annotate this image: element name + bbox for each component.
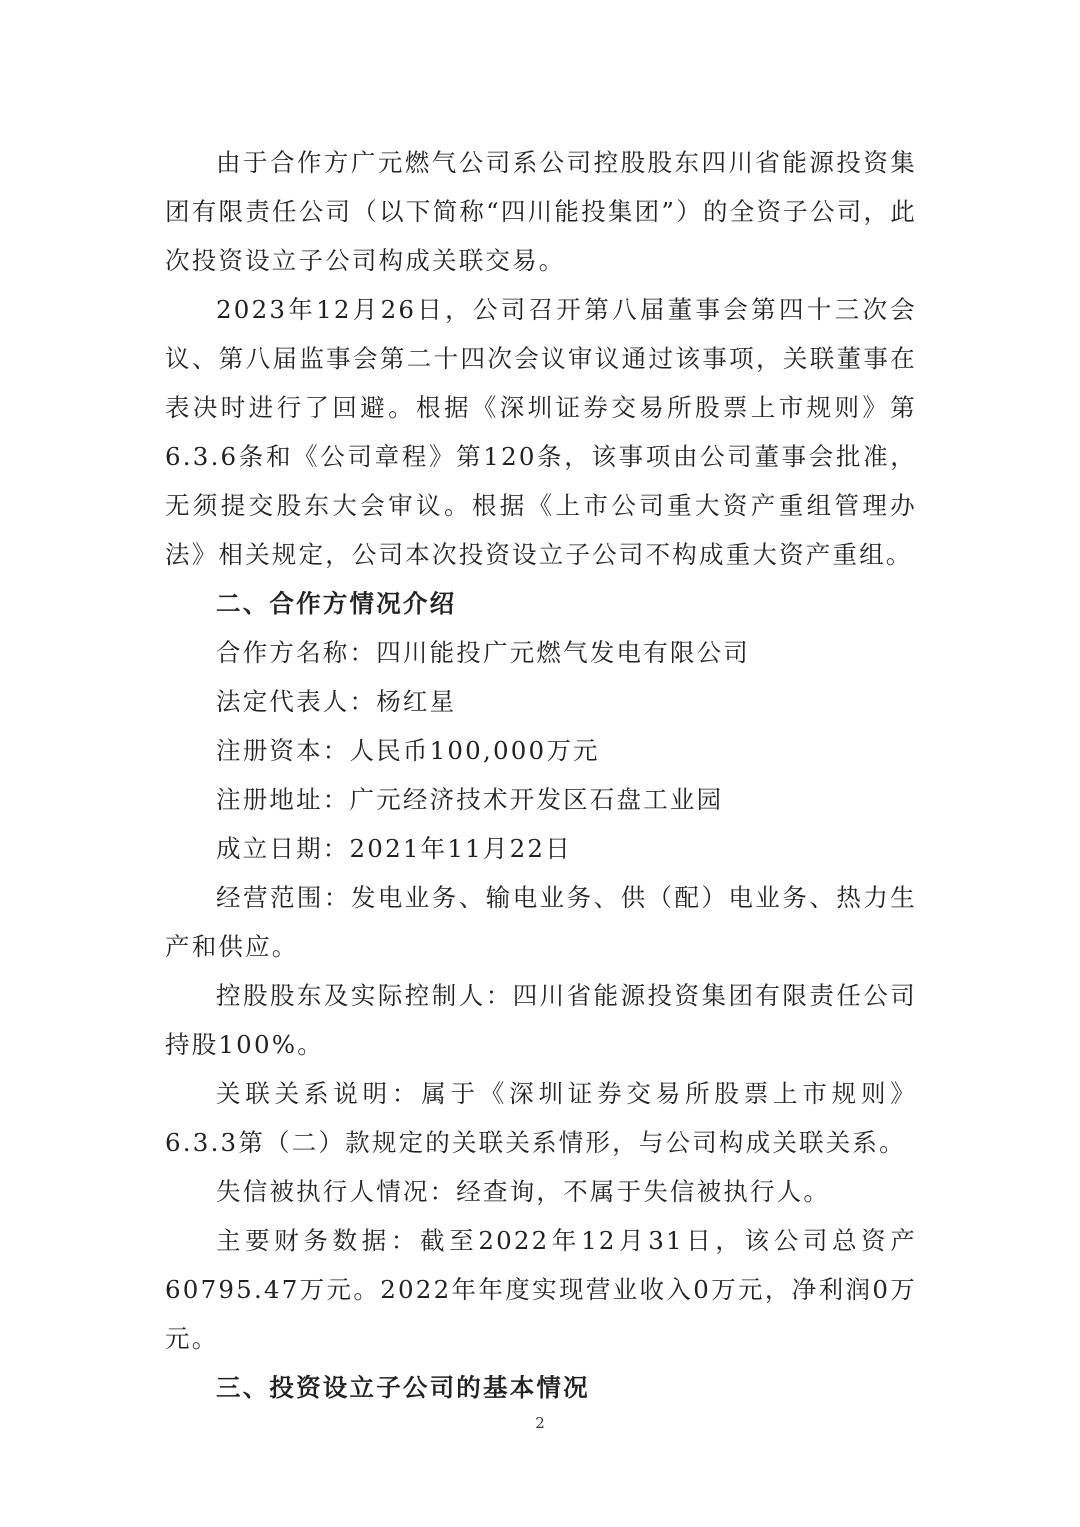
partner-founded-date: 成立日期：2021年11月22日 bbox=[216, 834, 572, 863]
section-heading-subsidiary-info: 三、投资设立子公司的基本情况 bbox=[216, 1373, 590, 1402]
document-body bbox=[165, 138, 917, 1412]
paragraph-related-transaction: 由于合作方广元燃气公司系公司控股股东四川省能源投资集团有限责任公司（以下简称“四川能投集团”）的全资子公司，此次投资设立子公司构成关联交易。 bbox=[165, 148, 917, 275]
partner-relation-description: 关联关系说明：属于《深圳证券交易所股票上市规则》6.3.3第（二）款规定的关联关系情形，与公司构成关联关系。 bbox=[165, 1079, 917, 1157]
page-number: 2 bbox=[535, 1414, 545, 1432]
partner-name: 合作方名称：四川能投广元燃气发电有限公司 bbox=[216, 638, 750, 667]
partner-business-scope: 经营范围：发电业务、输电业务、供（配）电业务、热力生产和供应。 bbox=[165, 883, 917, 961]
partner-legal-representative: 法定代表人：杨红星 bbox=[216, 687, 457, 716]
partner-credit-status: 失信被执行人情况：经查询，不属于失信被执行人。 bbox=[216, 1177, 831, 1206]
partner-controller: 控股股东及实际控制人：四川省能源投资集团有限责任公司持股100%。 bbox=[165, 981, 917, 1059]
partner-registered-address: 注册地址：广元经济技术开发区石盘工业园 bbox=[216, 785, 724, 814]
partner-registered-capital: 注册资本：人民币100,000万元 bbox=[216, 736, 600, 765]
partner-financial-data: 主要财务数据：截至2022年12月31日，该公司总资产60795.47万元。2022年年度实现营业收入0万元，净利润0万元。 bbox=[165, 1226, 917, 1353]
paragraph-board-approval: 2023年12月26日，公司召开第八届董事会第四十三次会议、第八届监事会第二十四次会议审议通过该事项，关联董事在表决时进行了回避。根据《深圳证券交易所股票上市规则》第6.3.6条和《公司章程》第120条，该事项由公司董事会批准，无须提交股东大会审议。根据《上市公司重大资产重组管理办法》相关规定，公司本次投资设立子公司不构成重大资产重组。 bbox=[165, 295, 917, 569]
section-heading-partner-info: 二、合作方情况介绍 bbox=[216, 589, 457, 618]
